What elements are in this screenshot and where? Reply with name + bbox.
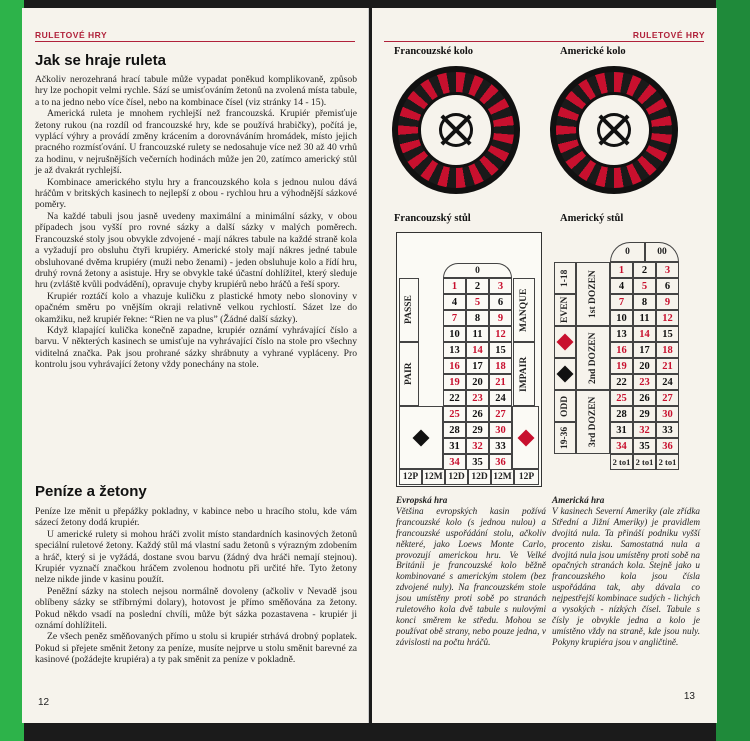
- number-cell: 31: [443, 438, 466, 454]
- paragraph: Ze všech peněz směňovaných přímo u stolu si krupiér strhává drobný poplatek. Pokud si přejete směnit žetony za peníze, musíte nejprve u stolu směnit barevné za kasinové (požádejte krupiéra) a ty pak směnit za peníze v pokladně.: [35, 631, 357, 666]
- number-cell: 9: [489, 310, 512, 326]
- number-cell: 24: [489, 390, 512, 406]
- number-cell: 21: [656, 358, 679, 374]
- american-black-box: [554, 358, 576, 390]
- number-cell: 27: [489, 406, 512, 422]
- american-red-box: [554, 326, 576, 358]
- left-page: [22, 8, 369, 723]
- number-cell: 2: [466, 278, 489, 294]
- paragraph: Peněžní sázky na stolech nejsou normálně dovoleny (ačkoliv v Nevadě jsou oblíbeny sázky se stříbrnými dolary), hotovost je přímo směňována za žetony. Pokud někdo vsadí na poslední chvíli, může být sázka pozastavena - krupiér ji oznámí dohlížiteli.: [35, 585, 357, 632]
- french-zero: 0: [443, 263, 512, 278]
- number-cell: 23: [633, 374, 656, 390]
- paragraph: Ačkoliv nerozehraná hrací tabule může vypadat poněkud komplikovaně, způsob hry lze pochopit velmi rychle. Sází se umisťováním žetonů na zvolená místa tabule, a to na jedno nebo více čísel, nebo na kombinace čísel (viz stránky 14 - 15).: [35, 74, 357, 108]
- number-cell: 14: [633, 326, 656, 342]
- number-cell: 21: [489, 374, 512, 390]
- number-cell: 17: [466, 358, 489, 374]
- american-2nd-dozen: 2nd DOZEN: [576, 326, 610, 390]
- french-manque: MANQUE: [513, 278, 535, 342]
- number-cell: 30: [489, 422, 512, 438]
- caption-american-title: Americká hra: [552, 495, 605, 505]
- american-wheel-image: [550, 66, 678, 194]
- american-1st-dozen: 1st DOZEN: [576, 262, 610, 326]
- french-12d: 12D: [445, 469, 468, 485]
- french-12m: 12M: [491, 469, 514, 485]
- how-to-play-body: [35, 74, 357, 371]
- number-cell: 25: [443, 406, 466, 422]
- american-double-zero: 00: [645, 242, 679, 262]
- number-cell: 28: [443, 422, 466, 438]
- number-cell: 16: [610, 342, 633, 358]
- number-cell: 24: [656, 374, 679, 390]
- number-cell: 35: [633, 438, 656, 454]
- american-odd: ODD: [554, 390, 576, 422]
- number-cell: 15: [489, 342, 512, 358]
- number-cell: 3: [489, 278, 512, 294]
- number-cell: 34: [443, 454, 466, 470]
- number-cell: 26: [466, 406, 489, 422]
- number-cell: 34: [610, 438, 633, 454]
- french-12p: 12P: [399, 469, 422, 485]
- caption-european-title: Evropská hra: [396, 495, 448, 505]
- number-cell: 32: [633, 422, 656, 438]
- caption-european: [396, 495, 546, 648]
- number-cell: 7: [610, 294, 633, 310]
- number-cell: 5: [633, 278, 656, 294]
- paragraph: Když klapající kulička konečně zapadne, krupiér oznámí vyhrávající číslo a barvu. V některých kasinech se umisťuje na vyhrávající číslo na stole pro všechny viditelná značka. Pak jsou prohrané sázky shrábnuty a vyhrané vypláceny. Pro kontrolu jsou vyhrávající žetony vždy ponechány na stole.: [35, 324, 357, 371]
- right-cover-edge: [716, 0, 750, 741]
- number-cell: 12: [656, 310, 679, 326]
- american-table: [548, 232, 698, 487]
- paragraph: Na každé tabuli jsou jasně uvedeny maximální a minimální sázky, v obou případech jsou vyšší pro rovné sázky a další sázky v malých poměrech. Francouzské stoly jsou obvykle zdvojené - mají nákres tabule na každé straně kola a vyžadují pro obsluhu čtyři krupiéry. Americké stoly mají nákres jedné tabule obsluhované dvěma krupiéry (muži nebo ženami) - jeden obsluhuje kolo a řídí hru, druhý rovná žetony a asistuje. Hry se obvykle také účastní dohlížitel, který sleduje hru (zvláště kvůli podvádění), opravuje chyby krupiérů nebo hráčů a řeší spory.: [35, 210, 357, 291]
- number-cell: 6: [656, 278, 679, 294]
- caption-american: [552, 495, 700, 648]
- number-cell: 31: [610, 422, 633, 438]
- number-cell: 12: [489, 326, 512, 342]
- french-impair: IMPAIR: [513, 342, 535, 406]
- number-cell: 6: [489, 294, 512, 310]
- number-cell: 29: [633, 406, 656, 422]
- french-red-box: [512, 406, 539, 469]
- section-title-money-chips: Peníze a žetony: [35, 483, 147, 500]
- number-cell: 20: [633, 358, 656, 374]
- american-3rd-dozen: 3rd DOZEN: [576, 390, 610, 454]
- number-cell: 17: [633, 342, 656, 358]
- american-2to1: 2 to1: [610, 454, 633, 470]
- american-number-grid: [610, 262, 679, 454]
- number-cell: 14: [466, 342, 489, 358]
- number-cell: 18: [489, 358, 512, 374]
- french-number-grid: [443, 278, 512, 470]
- left-cover-edge: [0, 0, 24, 741]
- number-cell: 23: [466, 390, 489, 406]
- number-cell: 4: [443, 294, 466, 310]
- number-cell: 29: [466, 422, 489, 438]
- number-cell: 3: [656, 262, 679, 278]
- label-american-table: Americký stůl: [560, 213, 624, 224]
- right-page: [372, 8, 717, 723]
- paragraph: Peníze lze měnit u přepážky pokladny, v kabince nebo u hracího stolu, kde vám sázecí žetony dodá krupiér.: [35, 506, 357, 529]
- french-pair: PAIR: [399, 342, 419, 406]
- number-cell: 26: [633, 390, 656, 406]
- number-cell: 5: [466, 294, 489, 310]
- american-1-18: 1-18: [554, 262, 576, 294]
- french-12p: 12P: [514, 469, 539, 485]
- label-french-wheel: Francouzské kolo: [394, 46, 474, 57]
- number-cell: 13: [610, 326, 633, 342]
- caption-american-text: V kasinech Severní Ameriky (ale zřídka Střední a Jižní Ameriky) je pravidlem dvojitá nula. Ta přináší podniku vyšší procento zisku. Samostatná nula a dvojitá nula jsou umístěny proti sobě na opačných stranách kola. Stejně jako u francouzského kola jsou čísla uspořádána tak, aby dávala co nejpestřejší kombinace sudých - lichých a vysokých - nízkých čísel. Tabule s čísly je obvykle jedna a kolo je umístěno vždy na straně, kde jsou nuly. Pokyny krupiéra jsou v angličtině.: [552, 505, 700, 647]
- number-cell: 7: [443, 310, 466, 326]
- paragraph: Kombinace amerického stylu hry a francouzského kola s jednou nulou dává hráčům v britských kasinech to nejlepší z obou - rychlou hru a výhodnější sázkové poměry.: [35, 176, 357, 211]
- number-cell: 8: [466, 310, 489, 326]
- number-cell: 27: [656, 390, 679, 406]
- running-header: RULETOVÉ HRY: [35, 30, 108, 40]
- french-wheel-image: [392, 66, 520, 194]
- paragraph: Americká ruleta je mnohem rychlejší než francouzská. Krupiér přemisťuje žetony rukou (na rozdíl od francouzské hry, kde se používá hrabičky), počítá je, vyplácí výhry a provádí změny krácením a dorovnáváním hromádek, místo jejich pracného rozmísťování. U francouzské rulety se nedosahuje více než 30 až 40 vrhů za hodinu, v nejrušnějších večerních hodinách může jen 20, zatímco americký stůl je až dvakrát rychlejší.: [35, 108, 357, 177]
- american-19-36: 19-36: [554, 422, 576, 454]
- american-2to1: 2 to1: [633, 454, 656, 470]
- number-cell: 22: [610, 374, 633, 390]
- number-cell: 25: [610, 390, 633, 406]
- number-cell: 19: [610, 358, 633, 374]
- page-number-right: 13: [683, 691, 695, 702]
- money-chips-body: [35, 506, 357, 666]
- american-zero: 0: [610, 242, 645, 262]
- french-table: [396, 232, 542, 487]
- number-cell: 32: [466, 438, 489, 454]
- number-cell: 10: [443, 326, 466, 342]
- paragraph: Krupiér roztáčí kolo a vhazuje kuličku z plastické hmoty nebo slonoviny v opačném směru po vnějším okraji relativně velkou rychlostí. Sázet lze do okamžiku, než krupiér řekne: “Rien ne va plus” (Žádné další sázky).: [35, 290, 357, 325]
- american-even: EVEN: [554, 294, 576, 326]
- number-cell: 33: [656, 422, 679, 438]
- section-title-how-to-play: Jak se hraje ruleta: [35, 52, 166, 69]
- number-cell: 30: [656, 406, 679, 422]
- number-cell: 33: [489, 438, 512, 454]
- number-cell: 35: [466, 454, 489, 470]
- number-cell: 8: [633, 294, 656, 310]
- number-cell: 9: [656, 294, 679, 310]
- paragraph: U americké rulety si mohou hráči zvolit místo standardních kasinových žetonů speciální ruletové žetony. Každý stůl má vlastní sadu žetonů s výrazným zdobením a hráč, který si je vyžádá, dostane svou barvu (žádný dva hráči nemají stejnou). Krupiér vyznačí značkou hráčem zvolenou hodnotu při určité hře. Tyto žetony nelze nikde jinde v kasinu použít.: [35, 528, 357, 586]
- page-number-left: 12: [38, 697, 50, 708]
- header-rule: [35, 41, 355, 42]
- header-rule: [384, 41, 704, 42]
- number-cell: 1: [443, 278, 466, 294]
- french-12m: 12M: [422, 469, 445, 485]
- number-cell: 16: [443, 358, 466, 374]
- number-cell: 13: [443, 342, 466, 358]
- number-cell: 22: [443, 390, 466, 406]
- label-french-table: Francouzský stůl: [394, 213, 471, 224]
- number-cell: 11: [466, 326, 489, 342]
- label-american-wheel: Americké kolo: [560, 46, 626, 57]
- number-cell: 19: [443, 374, 466, 390]
- running-header: RULETOVÉ HRY: [632, 30, 705, 40]
- number-cell: 28: [610, 406, 633, 422]
- american-2to1: 2 to1: [656, 454, 679, 470]
- number-cell: 20: [466, 374, 489, 390]
- number-cell: 36: [489, 454, 512, 470]
- french-passe: PASSE: [399, 278, 419, 342]
- number-cell: 36: [656, 438, 679, 454]
- number-cell: 18: [656, 342, 679, 358]
- french-black-box: [399, 406, 443, 469]
- number-cell: 4: [610, 278, 633, 294]
- caption-european-text: Většina evropských kasin požívá francouzské kolo (s jednou nulou) a francouzské uspořádání stolu, ačkoliv některé, jako Loews Monte Carlo, provozují americkou hru. Ve Velké Británii je francouzské kolo běžně kombinované s americkým stolem (bez zdvojené nuly). Na francouzském stole jsou umístěny proti sobě po stranách ruletového kola dvě tabule s nulovými konci směrem ke středu. Mohou se používat obě strany, nebo pouze jedna, v závislosti na počtu hráčů.: [396, 505, 546, 647]
- number-cell: 15: [656, 326, 679, 342]
- french-12d: 12D: [468, 469, 491, 485]
- number-cell: 2: [633, 262, 656, 278]
- number-cell: 1: [610, 262, 633, 278]
- number-cell: 11: [633, 310, 656, 326]
- number-cell: 10: [610, 310, 633, 326]
